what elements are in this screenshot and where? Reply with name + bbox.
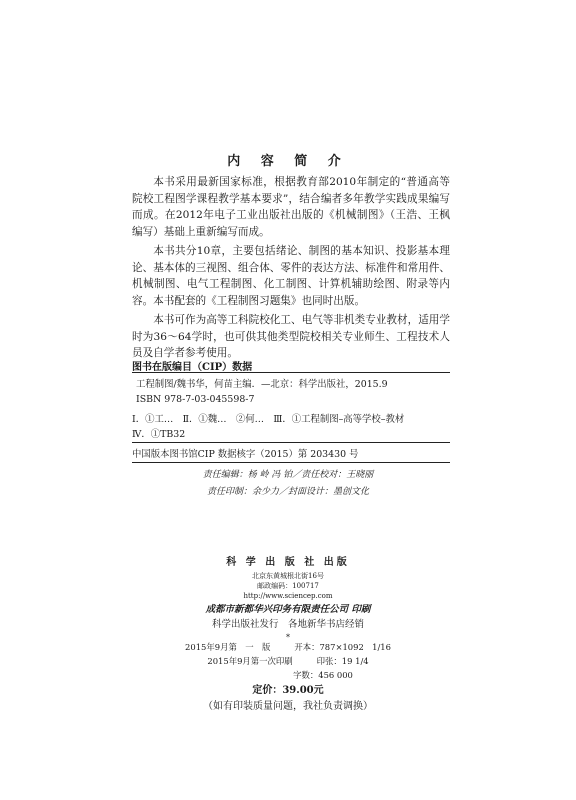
- cip-data: [132, 378, 450, 442]
- divider: [132, 372, 450, 373]
- sheets-info: 印张：19 1/4: [316, 656, 369, 666]
- divider: [132, 462, 450, 463]
- publisher-website: http://www.sciencep.com: [243, 592, 333, 600]
- quality-notice: （如有印装质量问题，我社负责调换）: [203, 701, 373, 712]
- cip-classification-code: Ⅳ．①TB32: [132, 428, 186, 440]
- summary-text: [132, 174, 450, 365]
- word-count: 字数：456 000: [293, 670, 353, 680]
- summary-title: 内 容 简 介: [227, 154, 349, 169]
- format-info: 开本：787×1092 1/16: [294, 642, 391, 652]
- editor-credits: [0, 467, 576, 501]
- publication-info: [0, 555, 576, 644]
- cip-isbn: ISBN 978-7-03-045598-7: [136, 393, 255, 405]
- distribution-info: 科学出版社发行 各地新华书店经销: [211, 619, 364, 630]
- credits-line: 责任印制：余少力／封面设计：墨创文化: [206, 487, 369, 497]
- price: 定价：39.00元: [252, 685, 324, 696]
- publisher-address: 北京东黄城根北街16号: [252, 572, 324, 580]
- printer-name: 成都市新都华兴印务有限责任公司 印刷: [205, 604, 371, 615]
- separator-mark: *: [286, 633, 290, 642]
- edition-info: 2015年9月第 一 版: [185, 642, 271, 652]
- print-specs: [0, 640, 576, 682]
- summary-paragraph: 本书可作为高等工科院校化工、电气等非机类专业教材，适用学时为36～64学时，也可供其他类型院校相关专业师生、工程技术人员及自学者参考使用。: [132, 314, 450, 359]
- credits-line: 责任编辑：杨 岭 冯 铂／责任校对：王晓丽: [202, 470, 374, 480]
- divider: [132, 442, 450, 443]
- cip-classification: Ⅰ．①工… Ⅱ．①魏… ②何… Ⅲ．①工程制图–高等学校–教材: [132, 414, 405, 425]
- cip-title-line: 工程制图/魏书华，何苗主编．—北京：科学出版社，2015.9: [136, 379, 388, 390]
- printing-info: 2015年9月第一次印刷: [207, 656, 293, 666]
- summary-paragraph: 本书采用最新国家标准，根据教育部2010年制定的“普通高等院校工程图学课程教学基本要求”，结合编者多年教学实践成果编写而成。在2012年电子工业出版社出版的《机械制图》（王浩、王枫编写）基础上重新编写而成。: [132, 176, 450, 238]
- cip-record-number: 中国版本图书馆CIP 数据核字（2015）第 203430 号: [132, 449, 359, 460]
- summary-paragraph: 本书共分10章，主要包括绪论、制图的基本知识、投影基本理论、基本体的三视图、组合体、零件的表达方法、标准件和常用件、机械制图、电气工程制图、化工制图、计算机辅助绘图、附录等内容。本书配套的《工程制图习题集》也同时出版。: [132, 245, 450, 307]
- cip-heading: 图书在版编目（CIP）数据: [132, 362, 253, 373]
- publisher-postcode: 邮政编码：100717: [257, 582, 319, 590]
- publisher-name: 科 学 出 版 社 出版: [226, 557, 350, 568]
